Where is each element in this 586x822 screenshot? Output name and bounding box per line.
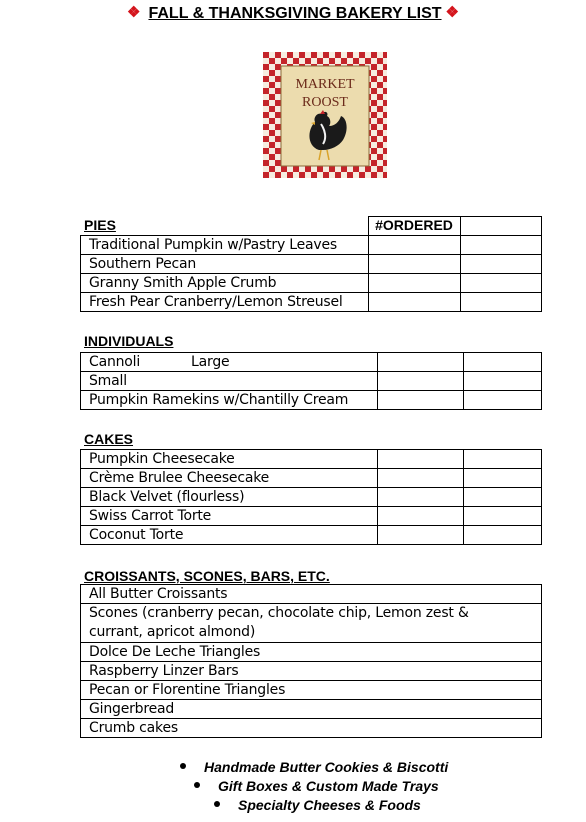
table-row: Fresh Pear Cranberry/Lemon Streusel <box>81 293 542 312</box>
order-cell[interactable] <box>464 488 542 507</box>
table-row: Dolce De Leche Triangles <box>81 643 542 662</box>
ordered-column-header: #ORDERED <box>375 217 453 233</box>
order-cell[interactable] <box>461 255 542 274</box>
diamond-ornament-icon: ❖ <box>445 4 459 21</box>
table-row: Scones (cranberry pecan, chocolate chip, Lemon zest & currant, apricot almond) <box>81 604 542 643</box>
table-row: All Butter Croissants <box>81 585 542 604</box>
order-cell[interactable] <box>464 507 542 526</box>
table-row: Crumb cakes <box>81 719 542 738</box>
table-row: Small <box>81 372 542 391</box>
table-row: Black Velvet (flourless) <box>81 488 542 507</box>
cakes-table <box>80 449 542 545</box>
order-cell[interactable] <box>378 353 464 372</box>
order-cell[interactable] <box>464 353 542 372</box>
diamond-ornament-icon: ❖ <box>127 4 141 21</box>
order-cell[interactable] <box>369 236 461 255</box>
order-cell[interactable] <box>464 526 542 545</box>
order-cell[interactable] <box>369 293 461 312</box>
order-cell[interactable] <box>461 293 542 312</box>
section-heading-pies: PIES <box>84 217 116 233</box>
list-item: Handmade Butter Cookies & Biscotti <box>180 758 448 777</box>
table-row: Crème Brulee Cheesecake <box>81 469 542 488</box>
order-cell[interactable] <box>464 469 542 488</box>
table-row: Southern Pecan <box>81 255 542 274</box>
order-cell[interactable] <box>461 236 542 255</box>
list-item: Specialty Cheeses & Foods <box>214 796 421 815</box>
order-cell[interactable] <box>378 507 464 526</box>
table-row: Cannoli Large <box>81 353 542 372</box>
page-title <box>0 3 586 23</box>
order-cell[interactable] <box>378 526 464 545</box>
bullet-icon <box>214 801 220 807</box>
section-heading-cakes: CAKES <box>84 431 134 447</box>
order-cell[interactable] <box>464 391 542 410</box>
section-heading-croissants: CROISSANTS, SCONES, BARS, ETC. <box>84 568 330 584</box>
table-row: Pumpkin Cheesecake <box>81 450 542 469</box>
pies-table <box>80 216 542 312</box>
order-cell[interactable] <box>378 488 464 507</box>
table-row: Raspberry Linzer Bars <box>81 662 542 681</box>
table-row: Traditional Pumpkin w/Pastry Leaves <box>81 236 542 255</box>
order-cell[interactable] <box>378 372 464 391</box>
table-row: Gingerbread <box>81 700 542 719</box>
individuals-table <box>80 352 542 410</box>
order-cell[interactable] <box>369 274 461 293</box>
table-row: Granny Smith Apple Crumb <box>81 274 542 293</box>
table-row: Pecan or Florentine Triangles <box>81 681 542 700</box>
bullet-icon <box>194 782 200 788</box>
table-row: Swiss Carrot Torte <box>81 507 542 526</box>
list-item: Gift Boxes & Custom Made Trays <box>194 777 439 796</box>
table-row: Pumpkin Ramekins w/Chantilly Cream <box>81 391 542 410</box>
logo-line1: MARKET <box>295 77 355 92</box>
table-header-row <box>81 217 542 236</box>
logo-line2: ROOST <box>302 95 348 110</box>
order-cell[interactable] <box>464 372 542 391</box>
title-text: FALL & THANKSGIVING BAKERY LIST <box>148 5 442 22</box>
order-cell[interactable] <box>378 391 464 410</box>
market-roost-logo <box>263 52 387 178</box>
croissants-table <box>80 584 542 738</box>
order-cell[interactable] <box>464 450 542 469</box>
section-heading-individuals: INDIVIDUALS <box>84 333 174 349</box>
order-cell[interactable] <box>378 469 464 488</box>
order-cell[interactable] <box>369 255 461 274</box>
order-cell[interactable] <box>378 450 464 469</box>
table-row: Coconut Torte <box>81 526 542 545</box>
bullet-icon <box>180 763 186 769</box>
order-cell[interactable] <box>461 274 542 293</box>
